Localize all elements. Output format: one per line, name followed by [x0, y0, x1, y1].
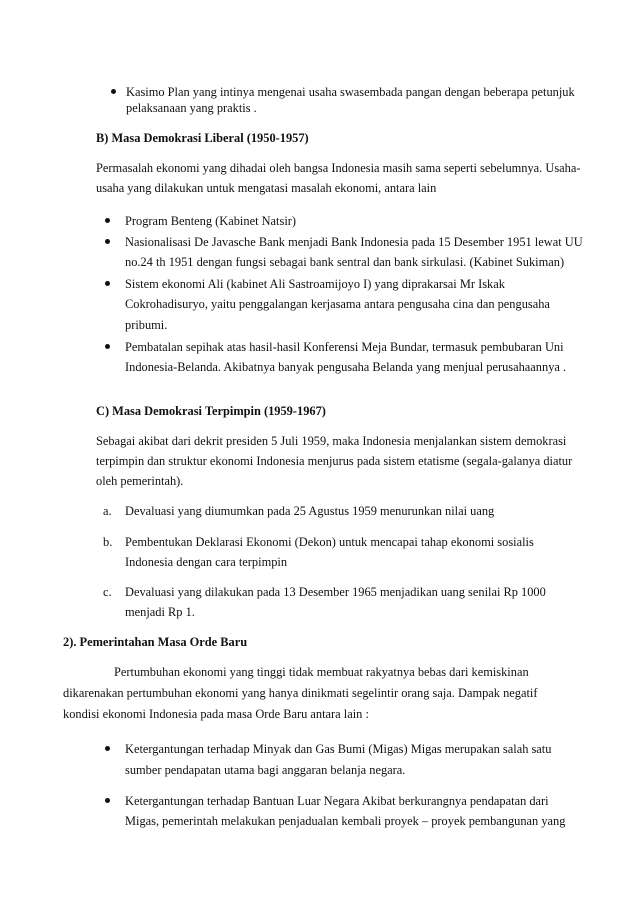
section-heading: 2). Pemerintahan Masa Orde Baru [63, 635, 248, 649]
paragraph-line: Pertumbuhan ekonomi yang tinggi tidak membuat rakyatnya bebas dari kemiskinan [114, 665, 529, 679]
list-marker: b. [103, 535, 113, 549]
paragraph-line: oleh pemerintah). [96, 474, 184, 488]
bullet-text: sumber pendapatan utama bagi anggaran belanja negara. [125, 763, 406, 777]
section-heading: B) Masa Demokrasi Liberal (1950-1957) [96, 131, 309, 145]
section-heading: C) Masa Demokrasi Terpimpin (1959-1967) [96, 404, 326, 418]
bullet-text: Ketergantungan terhadap Minyak dan Gas Bumi (Migas) Migas merupakan salah satu [125, 742, 552, 756]
bullet-marker [105, 798, 110, 803]
list-marker: c. [103, 585, 112, 599]
bullet-text: Ketergantungan terhadap Bantuan Luar Negara Akibat berkurangnya pendapatan dari [125, 794, 549, 808]
bullet-marker [105, 218, 110, 223]
paragraph-line: usaha yang dilakukan untuk mengatasi masalah ekonomi, antara lain [96, 181, 437, 195]
bullet-text: Program Benteng (Kabinet Natsir) [125, 214, 297, 228]
bullet-text: pribumi. [125, 318, 168, 332]
paragraph-line: Permasalah ekonomi yang dihadai oleh bangsa Indonesia masih sama seperti sebelumnya. Usaha- [96, 161, 581, 175]
list-item-text: Devaluasi yang dilakukan pada 13 Desember 1965 menjadikan uang senilai Rp 1000 [125, 585, 546, 599]
paragraph-line: kondisi ekonomi Indonesia pada masa Orde Baru antara lain : [63, 707, 369, 721]
bullet-text: pelaksanaan yang praktis . [126, 101, 257, 115]
bullet-text: Kasimo Plan yang intinya mengenai usaha swasembada pangan dengan beberapa petunjuk [126, 85, 575, 99]
bullet-text: Indonesia-Belanda. Akibatnya banyak pengusaha Belanda yang menjual perusahaannya . [125, 360, 567, 374]
list-item-text: Devaluasi yang diumumkan pada 25 Agustus 1959 menurunkan nilai uang [125, 504, 495, 518]
bullet-marker [105, 344, 110, 349]
bullet-text: Cokrohadisuryo, yaitu penggalangan kerjasama antara pengusaha cina dan pengusaha [125, 297, 550, 311]
bullet-marker [105, 746, 110, 751]
bullet-text: no.24 th 1951 dengan fungsi sebagai bank sentral dan bank sirkulasi. (Kabinet Sukiman) [125, 255, 565, 269]
list-item-text: Pembentukan Deklarasi Ekonomi (Dekon) untuk mencapai tahap ekonomi sosialis [125, 535, 534, 549]
bullet-marker [105, 281, 110, 286]
bullet-marker [105, 239, 110, 244]
paragraph-line: dikarenakan pertumbuhan ekonomi yang hanya dinikmati segelintir orang saja. Dampak negatif [63, 686, 538, 700]
bullet-text: Sistem ekonomi Ali (kabinet Ali Sastroamijoyo I) yang diprakarsai Mr Iskak [125, 277, 505, 291]
bullet-marker [111, 89, 116, 94]
paragraph-line: Sebagai akibat dari dekrit presiden 5 Juli 1959, maka Indonesia menjalankan sistem demokrasi [96, 434, 567, 448]
bullet-text: Pembatalan sepihak atas hasil-hasil Konferensi Meja Bundar, termasuk pembubaran Uni [125, 340, 564, 354]
list-item-text: menjadi Rp 1. [125, 605, 195, 619]
bullet-text: Nasionalisasi De Javasche Bank menjadi Bank Indonesia pada 15 Desember 1951 lewat UU [125, 235, 583, 249]
bullet-text: Migas, pemerintah melakukan penjadualan kembali proyek – proyek pembangunan yang [125, 814, 566, 828]
list-item-text: Indonesia dengan cara terpimpin [125, 555, 288, 569]
list-marker: a. [103, 504, 112, 518]
paragraph-line: terpimpin dan struktur ekonomi Indonesia menjurus pada sistem etatisme (segala-galanya diatur [96, 454, 573, 468]
